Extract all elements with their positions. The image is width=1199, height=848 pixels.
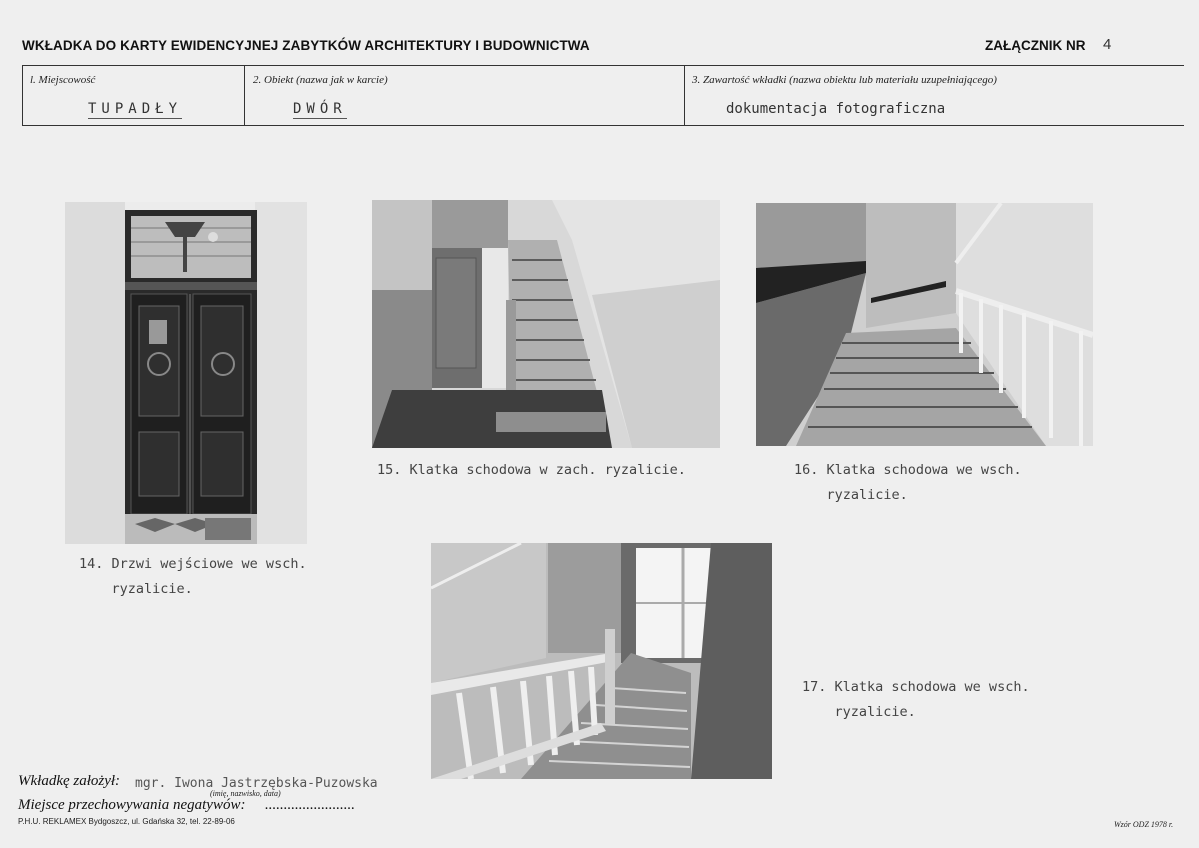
- object-value: DWÓR: [293, 101, 347, 117]
- photo-entrance-door: [65, 202, 307, 544]
- photo-staircase-east: [756, 203, 1093, 446]
- field-divider-1: [244, 65, 245, 126]
- locality-label: l. Miejscowość: [30, 74, 96, 86]
- caption-photo-17: 17. Klatka schodowa we wsch. ryzalicie.: [802, 679, 1030, 720]
- field-divider-2: [684, 65, 685, 126]
- caption-photo-14: 14. Drzwi wejściowe we wsch. ryzalicie.: [79, 556, 307, 597]
- locality-value: TUPADŁY: [88, 101, 183, 117]
- negatives-label: Miejsce przechowywania negatywów:: [18, 797, 246, 813]
- annex-number: 4: [1103, 36, 1112, 53]
- object-label: 2. Obiekt (nazwa jak w karcie): [253, 74, 388, 86]
- founder-label: Wkładkę założył:: [18, 773, 121, 789]
- content-label: 3. Zawartość wkładki (nazwa obiektu lub materiału uzupełniającego): [692, 74, 997, 86]
- sheet-title: WKŁADKA DO KARTY EWIDENCYJNEJ ZABYTKÓW ARCHITEKTURY I BUDOWNICTWA: [22, 38, 590, 53]
- negatives-value: ........................: [265, 797, 355, 813]
- header-rule-bottom: [22, 125, 1184, 126]
- photo-staircase-west: [372, 200, 720, 448]
- form-reference: Wzór ODZ 1978 r.: [1114, 820, 1174, 829]
- annex-label: ZAŁĄCZNIK NR: [985, 38, 1086, 53]
- photo-staircase-east-above: [431, 543, 772, 779]
- content-value: dokumentacja fotograficzna: [726, 101, 946, 117]
- founder-value: mgr. Iwona Jastrzębska-Puzowska: [135, 776, 378, 791]
- founder-hint: (imię, nazwisko, data): [210, 789, 281, 798]
- header-rule-top: [22, 65, 1184, 66]
- caption-photo-16: 16. Klatka schodowa we wsch. ryzalicie.: [794, 462, 1022, 503]
- field-divider-left: [22, 65, 23, 126]
- printer-info: P.H.U. REKLAMEX Bydgoszcz, ul. Gdańska 32, tel. 22-89-06: [18, 817, 235, 826]
- caption-photo-15: 15. Klatka schodowa w zach. ryzalicie.: [377, 462, 686, 478]
